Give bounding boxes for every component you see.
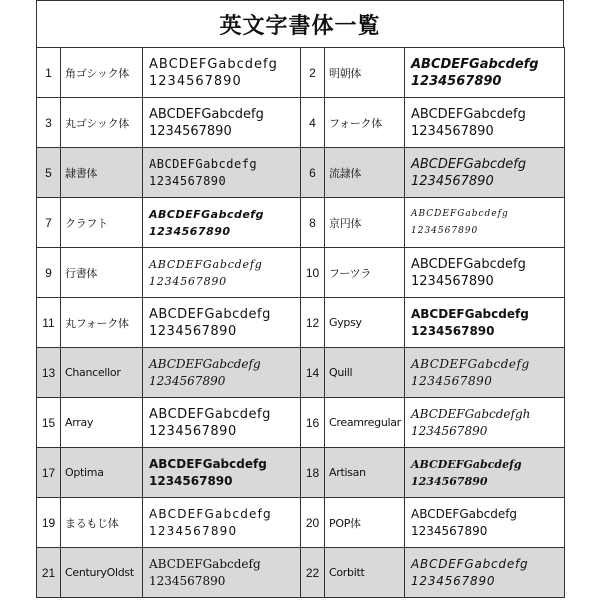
font-number: 22 [301,548,325,598]
sample-letters: ABCDEFGabcdefg [149,556,261,571]
sample-digits: 1234567890 [411,273,494,289]
sample-letters: ABCDEFGabcdefg [411,506,518,521]
font-name: 明朝体 [325,48,405,98]
font-number: 17 [37,448,61,498]
sample-digits: 1234567890 [149,373,226,388]
font-sample [405,198,565,248]
sample-letters: ABCDEFGabcdefg [411,208,509,219]
sample-letters: ABCDEFGabcdefg [411,306,529,321]
font-sample [143,348,301,398]
font-number: 18 [301,448,325,498]
font-number: 15 [37,398,61,448]
sample-digits: 1234567890 [411,423,488,438]
table-row [37,348,565,398]
font-number: 10 [301,248,325,298]
font-number: 11 [37,298,61,348]
sample-digits: 1234567890 [149,573,226,588]
table-row [37,548,565,598]
font-name: 角ゴシック体 [61,48,143,98]
font-name: 隷書体 [61,148,143,198]
font-list-sheet [36,0,564,600]
sample-letters: ABCDEFGabcdefg [149,56,278,72]
sample-digits: 1234567890 [411,523,488,538]
sample-letters: ABCDEFGabcdefg [149,207,264,221]
font-name: 京円体 [325,198,405,248]
table-row [37,98,565,148]
sample-digits: 1234567890 [411,173,494,189]
font-number: 20 [301,498,325,548]
font-sample [143,48,301,98]
font-sample [143,248,301,298]
table-row [37,298,565,348]
font-name: クラフト [61,198,143,248]
font-sample [143,98,301,148]
sample-digits: 1234567890 [149,323,237,339]
font-number: 8 [301,198,325,248]
sample-digits: 1234567890 [149,423,237,439]
sample-letters: ABCDEFGabcdefg [411,256,526,272]
font-sample [405,48,565,98]
font-name: Creamregular [325,398,405,448]
font-sample [405,98,565,148]
font-name: 流隷体 [325,148,405,198]
sample-digits: 1234567890 [149,173,227,188]
sample-digits: 1234567890 [411,573,496,588]
font-name: 行書体 [61,248,143,298]
font-sample [405,348,565,398]
font-sample [143,448,301,498]
sample-digits: 1234567890 [411,123,494,139]
page-title: 英文字書体一覧 [36,0,564,48]
sample-digits: 1234567890 [411,323,495,338]
sample-digits: 1234567890 [149,274,227,288]
table-row [37,48,565,98]
font-name: フーツラ [325,248,405,298]
sample-letters: ABCDEFGabcdefg [411,156,527,172]
font-name: Quill [325,348,405,398]
sample-letters: ABCDEFGabcdefgh [411,406,531,421]
font-number: 6 [301,148,325,198]
sample-letters: ABCDEFGabcdefg [411,106,526,122]
font-sample [143,298,301,348]
sample-letters: ABCDEFGabcdefg [411,56,539,72]
sample-digits: 1234567890 [149,523,238,538]
sample-letters: ABCDEFGabcdefg [149,356,261,371]
sample-digits: 1234567890 [149,73,242,89]
table-row [37,498,565,548]
sample-letters: ABCDEFGabcdefg [149,406,271,422]
font-number: 14 [301,348,325,398]
sample-letters: ABCDEFGabcdefg [149,257,263,271]
sample-digits: 1234567890 [149,123,232,139]
sample-digits: 1234567890 [149,473,233,488]
font-number: 7 [37,198,61,248]
table-row [37,448,565,498]
font-sample [405,448,565,498]
sample-letters: ABCDEFGabcdefg [411,457,522,471]
font-number: 13 [37,348,61,398]
font-name: 丸フォーク体 [61,298,143,348]
font-number: 16 [301,398,325,448]
font-name: Gypsy [325,298,405,348]
font-name: POP体 [325,498,405,548]
font-sample [143,398,301,448]
font-name: Chancellor [61,348,143,398]
font-number: 2 [301,48,325,98]
font-number: 1 [37,48,61,98]
font-name: Optima [61,448,143,498]
font-name: Array [61,398,143,448]
sample-letters: ABCDEFGabcdefg [411,356,530,371]
font-number: 21 [37,548,61,598]
font-name: フォーク体 [325,98,405,148]
font-name: 丸ゴシック体 [61,98,143,148]
font-name: CenturyOldst [61,548,143,598]
font-number: 19 [37,498,61,548]
font-number: 9 [37,248,61,298]
font-name: まるもじ体 [61,498,143,548]
font-sample [405,298,565,348]
sample-letters: ABCDEFGabcdefg [149,156,258,171]
font-name: Artisan [325,448,405,498]
font-sample [405,548,565,598]
table-row [37,198,565,248]
sample-letters: ABCDEFGabcdefg [149,306,271,322]
font-sample [143,198,301,248]
sample-digits: 1234567890 [411,474,488,488]
sample-letters: ABCDEFGabcdefg [149,506,272,521]
font-number: 5 [37,148,61,198]
font-sample [405,498,565,548]
sample-letters: ABCDEFGabcdefg [411,556,529,571]
table-row [37,398,565,448]
sample-letters: ABCDEFGabcdefg [149,456,267,471]
font-table [36,47,565,598]
sample-digits: 1234567890 [411,73,502,89]
sample-letters: ABCDEFGabcdefg [149,106,264,122]
font-sample [405,248,565,298]
sample-digits: 1234567890 [411,225,479,236]
font-sample [405,148,565,198]
sample-digits: 1234567890 [149,224,231,238]
table-row [37,248,565,298]
sample-digits: 1234567890 [411,373,493,388]
font-number: 3 [37,98,61,148]
table-row [37,148,565,198]
font-number: 12 [301,298,325,348]
font-sample [143,498,301,548]
font-sample [405,398,565,448]
font-sample [143,548,301,598]
font-name: Corbitt [325,548,405,598]
font-sample [143,148,301,198]
font-number: 4 [301,98,325,148]
